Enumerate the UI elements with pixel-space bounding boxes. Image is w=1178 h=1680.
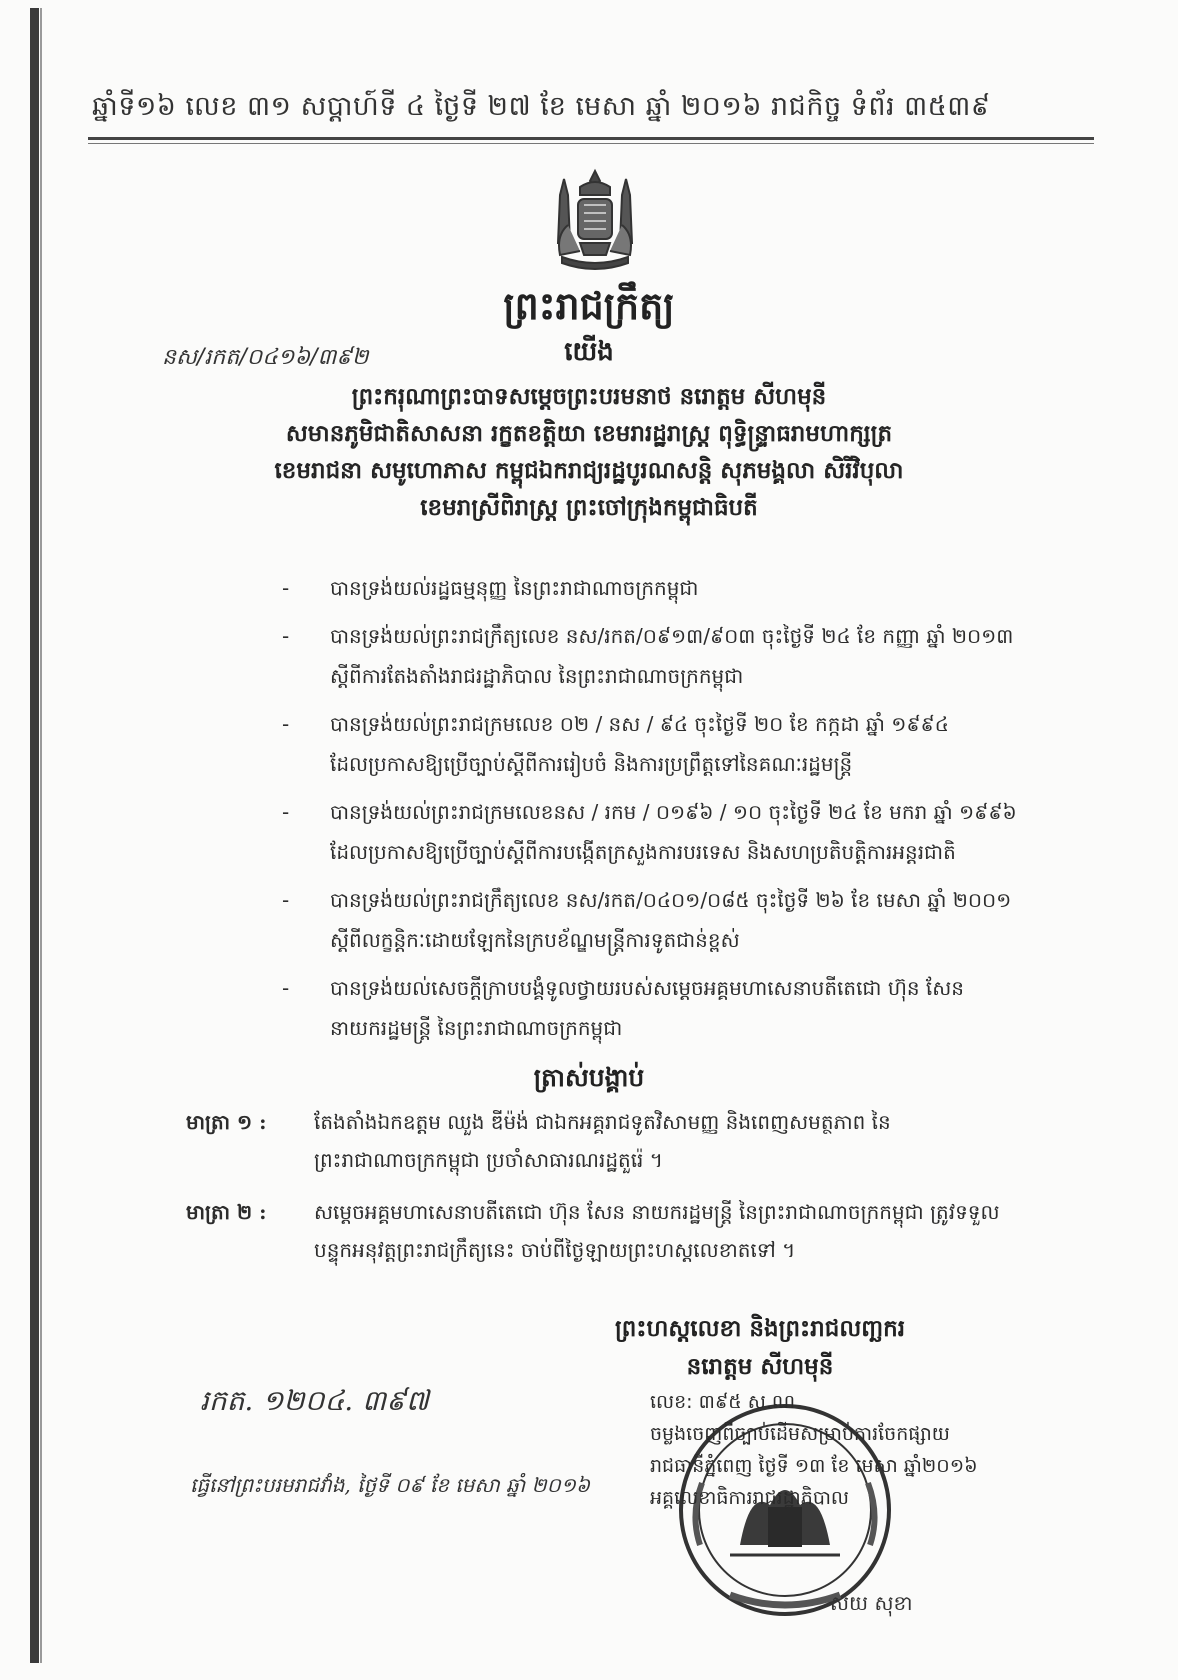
list-dash: - bbox=[282, 624, 290, 648]
reference-item bbox=[282, 880, 1082, 960]
list-dash: - bbox=[282, 888, 290, 912]
reference-line: បានទ្រង់យល់ព្រះរាជក្រឹត្យលេខ នស/រកត/០៤០១/០៨៥ ចុះថ្ងៃទី ២៦ ខែ មេសា ឆ្នាំ ២០០១ bbox=[330, 888, 1012, 912]
list-dash: - bbox=[282, 576, 290, 600]
signature-caption: ព្រះហស្តលេខា និងព្រះរាជលញ្ឆករ bbox=[614, 1315, 906, 1342]
article-1 bbox=[186, 1103, 1096, 1179]
reference-line: ដែលប្រកាសឱ្យប្រើច្បាប់ស្តីពីការបង្កើតក្រសួងការបរទេស និងសហប្រតិបត្តិការអន្តរជាតិ bbox=[330, 840, 956, 864]
reference-line: បានទ្រង់យល់សេចក្តីក្រាបបង្គំទូលថ្វាយរបស់សម្តេចអគ្គមហាសេនាបតីតេជោ ហ៊ុន សែន bbox=[330, 976, 965, 1000]
header-rule bbox=[88, 137, 1094, 140]
list-dash: - bbox=[282, 712, 290, 736]
binding-edge bbox=[30, 8, 39, 1663]
reference-line: បានទ្រង់យល់ព្រះរាជក្រមលេខ ០២ / នស / ៩៤ ចុះថ្ងៃទី ២០ ខែ កក្កដា ឆ្នាំ ១៩៩៤ bbox=[330, 712, 949, 736]
reference-line: បានទ្រង់យល់រដ្ឋធម្មនុញ្ញ នៃព្រះរាជាណាចក្រកម្ពុជា bbox=[330, 576, 699, 600]
reference-item bbox=[282, 616, 1082, 696]
article-label: មាត្រា ១ : bbox=[186, 1110, 267, 1134]
royal-arms-icon bbox=[540, 165, 650, 275]
reference-item bbox=[282, 968, 1082, 1048]
reference-item bbox=[282, 568, 1082, 608]
king-titles bbox=[0, 378, 1178, 526]
king-title-line: សមានភូមិជាតិសាសនា រក្ខតខត្តិយា ខេមរារដ្ឋរាស្ត្រ ពុទ្ធិន្ទ្រាធរាមហាក្សត្រ bbox=[285, 420, 893, 447]
article-2 bbox=[186, 1193, 1096, 1269]
copy-authority: អគ្គលេខាធិការរាជរដ្ឋាភិបាល bbox=[650, 1487, 849, 1509]
article-line: តែងតាំងឯកឧត្តម ឈួង ឌីម៉ង់ ជាឯកអគ្គរាជទូតវិសាមញ្ញ និងពេញសមត្ថភាព នៃ bbox=[314, 1110, 891, 1134]
handwritten-reference: រកត. ១២០៤. ៣៩៧ bbox=[200, 1384, 429, 1417]
king-title-line: ខេមរាស្រីពិរាស្ត្រ ព្រះចៅក្រុងកម្ពុជាធិបតី bbox=[420, 494, 758, 521]
article-line: ព្រះរាជាណាចក្រកម្ពុជា ប្រចាំសាធារណរដ្ឋតួរ៉េ ។ bbox=[314, 1148, 663, 1172]
signatory-name: នរោត្តម សីហមុនី bbox=[686, 1353, 834, 1380]
copy-certification bbox=[650, 1386, 1070, 1514]
list-dash: - bbox=[282, 800, 290, 824]
reference-line: ស្តីពីការតែងតាំងរាជរដ្ឋាភិបាល នៃព្រះរាជាណាចក្រកម្ពុជា bbox=[330, 664, 744, 688]
article-label: មាត្រា ២ : bbox=[186, 1200, 267, 1224]
reference-line: នាយករដ្ឋមន្ត្រី នៃព្រះរាជាណាចក្រកម្ពុជា bbox=[330, 1016, 623, 1040]
gazette-header: ឆ្នាំទី១៦ លេខ ៣១ សប្តាហ៍ទី ៤ ថ្ងៃទី ២៧ ខែ មេសា ឆ្នាំ ២០១៦ រាជកិច្ច ទំព័រ ៣៥៣៩ bbox=[92, 91, 991, 122]
we-heading: យើង bbox=[564, 337, 614, 367]
reference-line: បានទ្រង់យល់ព្រះរាជក្រមលេខនស / រកម / ០១៩៦ / ១០ ចុះថ្ងៃទី ២៤ ខែ មករា ឆ្នាំ ១៩៩៦ bbox=[330, 800, 1017, 824]
decree-heading: ត្រាស់បង្គាប់ bbox=[533, 1063, 645, 1092]
article-line: បន្ទុកអនុវត្តព្រះរាជក្រឹត្យនេះ ចាប់ពីថ្ងៃឡាយព្រះហស្តលេខាតទៅ ។ bbox=[314, 1238, 796, 1262]
reference-line: ស្តីពីលក្ខន្តិកៈដោយឡែកនៃក្របខ័ណ្ឌមន្ត្រីការទូតជាន់ខ្ពស់ bbox=[330, 928, 740, 952]
header-rule-thin bbox=[88, 143, 1094, 144]
legal-references bbox=[282, 568, 1082, 1056]
article-line: សម្តេចអគ្គមហាសេនាបតីតេជោ ហ៊ុន សែន នាយករដ្ឋមន្ត្រី នៃព្រះរាជាណាចក្រកម្ពុជា ត្រូវទទួល bbox=[314, 1200, 1000, 1224]
certifier-name: សយ សុខា bbox=[830, 1591, 913, 1615]
reference-item bbox=[282, 792, 1082, 872]
reference-line: បានទ្រង់យល់ព្រះរាជក្រឹត្យលេខ នស/រកត/០៩១៣/៩០៣ ចុះថ្ងៃទី ២៤ ខែ កញ្ញា ឆ្នាំ ២០១៣ bbox=[330, 624, 1014, 648]
reference-item bbox=[282, 704, 1082, 784]
king-title-line: ព្រះករុណាព្រះបាទសម្តេចព្រះបរមនាថ នរោត្តម សីហមុនី bbox=[351, 383, 827, 410]
copy-number: លេខ: ៣៩៥ ស.ណ bbox=[650, 1391, 796, 1413]
reference-number: នស/រកត/០៤១៦/៣៩២ bbox=[162, 345, 369, 370]
place-and-date: ធ្វើនៅព្រះបរមរាជវាំង, ថ្ងៃទី ០៩ ខែ មេសា ឆ្នាំ ២០១៦ bbox=[190, 1473, 591, 1497]
king-title-line: ខេមរាជនា សមូហោភាស កម្ពុជឯករាជ្យរដ្ឋបូរណសន្តិ សុភមង្គលា សិរីវិបុលា bbox=[274, 457, 904, 484]
copy-date: រាជធានីភ្នំពេញ ថ្ងៃទី ១៣ ខែ មេសា ឆ្នាំ២០១៦ bbox=[650, 1455, 978, 1477]
document-title: ព្រះរាជក្រឹត្យ bbox=[503, 283, 675, 328]
list-dash: - bbox=[282, 976, 290, 1000]
reference-line: ដែលប្រកាសឱ្យប្រើច្បាប់ស្តីពីការរៀបចំ និងការប្រព្រឹត្តទៅនៃគណៈរដ្ឋមន្ត្រី bbox=[330, 752, 853, 776]
binding-edge-shadow bbox=[40, 8, 42, 1663]
copy-statement: ចម្លងចេញពីច្បាប់ដើមសម្រាប់ការចែកផ្សាយ bbox=[650, 1423, 950, 1445]
